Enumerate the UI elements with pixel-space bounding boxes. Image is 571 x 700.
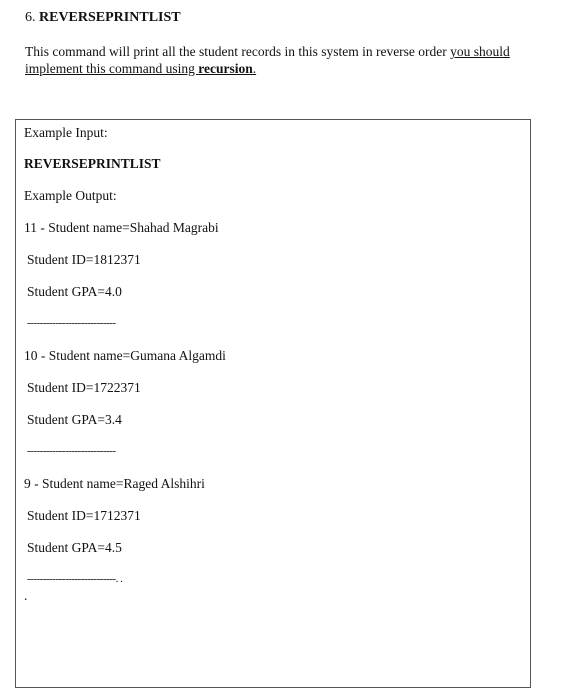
record-separator: ----------------------------: [27, 445, 116, 457]
description-bold-recursion: recursion: [198, 61, 253, 76]
record-separator: ----------------------------: [27, 317, 116, 329]
record-gpa-line: Student GPA=4.5: [27, 540, 122, 555]
example-output-label: Example Output:: [24, 188, 117, 203]
description-underlined-1: you should: [450, 44, 510, 59]
record-name-line: 11 - Student name=Shahad Magrabi: [24, 220, 219, 235]
record-id-line: Student ID=1722371: [27, 380, 141, 395]
example-input-command: REVERSEPRINTLIST: [24, 156, 161, 171]
section-title: REVERSEPRINTLIST: [39, 10, 181, 25]
record-name-line: 9 - Student name=Raged Alshihri: [24, 476, 205, 491]
trailing-dot: .: [24, 588, 28, 603]
record-gpa-line: Student GPA=3.4: [27, 412, 122, 427]
record-id-line: Student ID=1812371: [27, 252, 141, 267]
section-number: 6.: [25, 10, 36, 25]
example-input-label: Example Input:: [24, 125, 108, 140]
description-text: This command will print all the student records in this system in reverse order: [25, 44, 451, 59]
record-name-line: 10 - Student name=Gumana Algamdi: [24, 348, 226, 363]
example-box: [15, 119, 531, 688]
record-gpa-line: Student GPA=4.0: [27, 284, 122, 299]
description-underlined-2: implement this command using recursion.: [25, 61, 257, 76]
section-description: [25, 43, 535, 77]
record-id-line: Student ID=1712371: [27, 508, 141, 523]
record-separator: ----------------------------. .: [27, 573, 123, 585]
section-heading: [25, 10, 181, 26]
